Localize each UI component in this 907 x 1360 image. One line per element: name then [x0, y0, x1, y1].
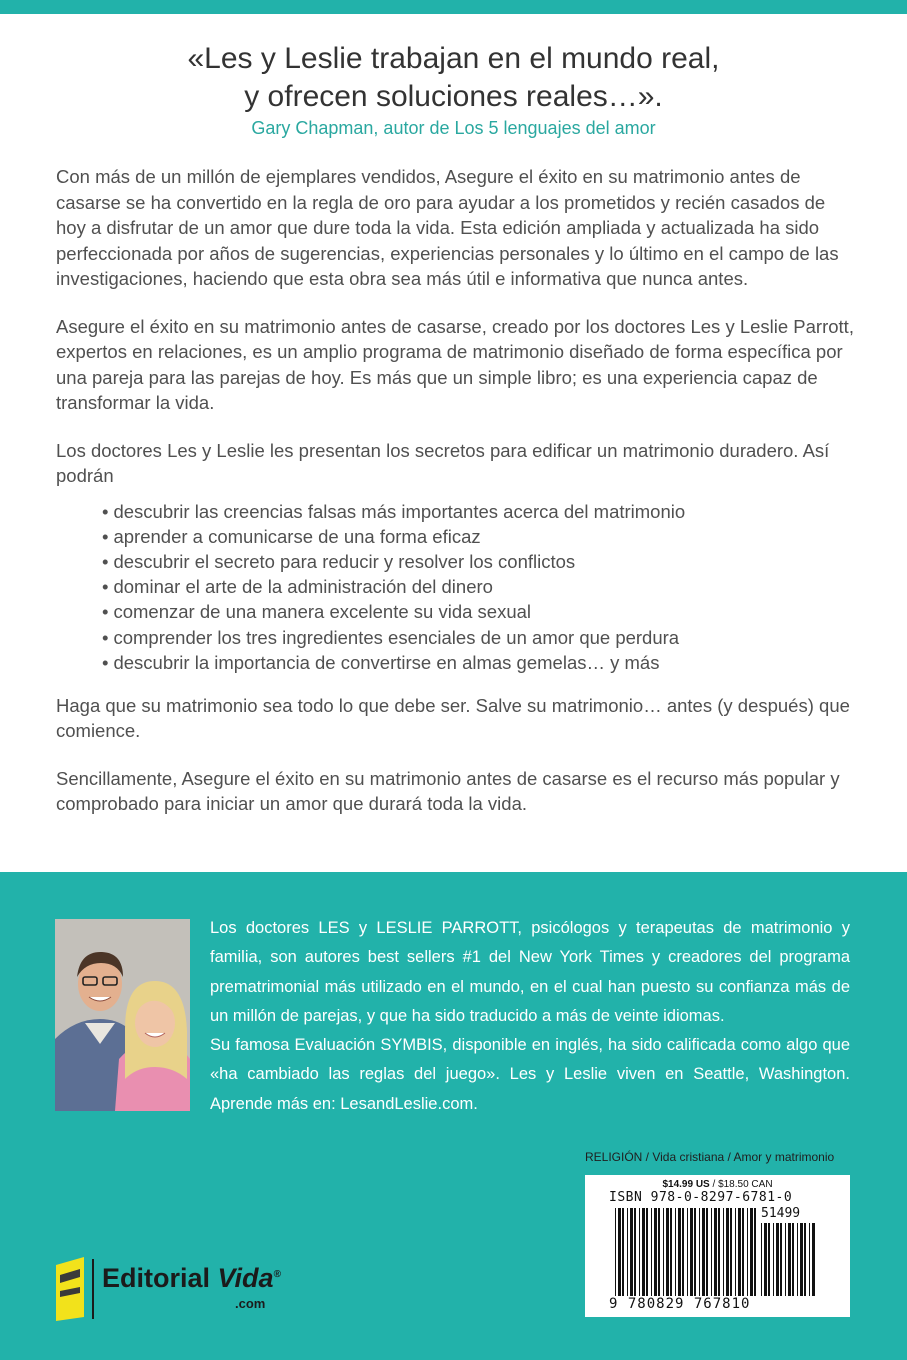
barcode-bar: [726, 1208, 729, 1296]
barcode-bar: [651, 1208, 652, 1296]
barcode-bar: [792, 1223, 794, 1296]
barcode-bar: [639, 1208, 640, 1296]
list-item: • comenzar de una manera excelente su vida sexual: [102, 599, 856, 624]
publisher-name-regular: Editorial: [102, 1263, 211, 1293]
price-label: $14.99 US / $18.50 CAN: [662, 1179, 773, 1190]
barcode-bar: [622, 1208, 624, 1296]
paragraph-4: Haga que su matrimonio sea todo lo que debe ser. Salve su matrimonio… antes (y después) que comience.: [56, 694, 850, 742]
publisher-name-bold: Vida: [217, 1263, 274, 1293]
paragraph-5: Sencillamente, Asegure el éxito en su matrimonio antes de casarse es el recurso más popular y comprobado para iniciar un amor que durará toda la vida.: [56, 767, 840, 815]
publisher-name: Editorial Vida®: [102, 1263, 281, 1293]
list-item: • dominar el arte de la administración del dinero: [102, 574, 856, 599]
author-bio: [210, 914, 850, 1119]
barcode-bar: [809, 1223, 810, 1296]
publisher-domain: .com: [235, 1296, 266, 1311]
author-bio-paragraph-1: Los doctores LES y LESLIE PARROTT, psicólogos y terapeutas de matrimonio y familia, son autores best sellers #1 del New York Times y creadores del programa prematrimonial más utilizado en el mundo, en el cual han puesto su confianza más de un millón de parejas, y que ha sido traducido a más de veinte idiomas.: [210, 919, 850, 1025]
isbn-number: ISBN 978-0-8297-6781-0: [609, 1190, 793, 1205]
barcode-bar: [642, 1208, 645, 1296]
ean-number: 9 780829 767810: [609, 1296, 751, 1312]
quote-line-2: y ofrecen soluciones reales…».: [244, 80, 663, 113]
benefits-list: [102, 499, 856, 675]
barcode-bar: [718, 1208, 720, 1296]
paragraph-1: Con más de un millón de ejemplares vendidos, Asegure el éxito en su matrimonio antes de casarse se ha convertido en la regla de oro para ayudar a los prometidos y recién casados de hoy a disfrutar de un amor que dure toda la vida. Esta edición ampliada y actualizada ha sido perfeccionada por años de sugerencias, experiencias personales y lo último en el campo de las investigaciones, haciendo que esta obra sea más útil e informativa que nunca antes.: [56, 166, 839, 289]
barcode-bar: [742, 1208, 744, 1296]
paragraph-2: Asegure el éxito en su matrimonio antes de casarse, creado por los doctores Les y Leslie Parrott, expertos en relaciones, es un amplio programa de matrimonio diseñado de forma específica por una pareja para las parejas de hoy. Es más que un simple libro; es una experiencia capaz de transformar la vida.: [56, 315, 854, 413]
quote-line-1: «Les y Leslie trabajan en el mundo real,: [187, 42, 720, 75]
barcode-bar: [663, 1208, 664, 1296]
paragraph-3: Los doctores Les y Leslie les presentan los secretos para edificar un matrimonio duradero. Así podrán: [56, 439, 830, 486]
barcode-bar: [812, 1223, 815, 1296]
publisher-emblem-icon: [52, 1255, 96, 1323]
barcode-bar: [738, 1208, 741, 1296]
barcode-bar: [797, 1223, 798, 1296]
barcode-bar: [768, 1223, 770, 1296]
barcode-bar: [747, 1208, 748, 1296]
barcode-bar: [788, 1223, 791, 1296]
barcode-bar: [800, 1223, 803, 1296]
barcode-bar: [687, 1208, 688, 1296]
barcode-bar: [682, 1208, 684, 1296]
barcode-label: [585, 1175, 850, 1317]
author-photo: [55, 919, 190, 1111]
barcode-bar: [706, 1208, 708, 1296]
price-us: $14.99 US: [662, 1179, 710, 1190]
barcode-bar: [694, 1208, 696, 1296]
barcode-bar: [735, 1208, 736, 1296]
barcode-bar: [702, 1208, 705, 1296]
quote-attribution: Gary Chapman, autor de Los 5 lenguajes del amor: [251, 118, 656, 138]
barcode-bar: [785, 1223, 786, 1296]
barcode-bar: [618, 1208, 621, 1296]
barcode-bar: [646, 1208, 648, 1296]
barcode-bar: [615, 1208, 616, 1296]
barcode-bar: [761, 1223, 762, 1296]
barcode-bar: [773, 1223, 774, 1296]
barcode-bar: [804, 1223, 806, 1296]
ean-barcode: [615, 1208, 757, 1296]
author-photo-illustration: [55, 919, 190, 1111]
barcode-addon-code: 51499: [761, 1206, 801, 1221]
barcode-bar: [750, 1208, 753, 1296]
barcode-bar: [780, 1223, 782, 1296]
barcode-bar: [723, 1208, 724, 1296]
list-item: • comprender los tres ingredientes esenciales de un amor que perdura: [102, 625, 856, 650]
barcode-bar: [711, 1208, 712, 1296]
barcode-bar: [654, 1208, 657, 1296]
barcode-bar: [730, 1208, 732, 1296]
barcode-bar: [675, 1208, 676, 1296]
barcode-bar: [670, 1208, 672, 1296]
barcode-bar: [666, 1208, 669, 1296]
list-item: • descubrir las creencias falsas más importantes acerca del matrimonio: [102, 499, 856, 524]
barcode-bar: [658, 1208, 660, 1296]
barcode-bar: [690, 1208, 693, 1296]
category-label: RELIGIÓN / Vida cristiana / Amor y matrimonio: [585, 1150, 835, 1164]
list-item: • descubrir el secreto para reducir y resolver los conflictos: [102, 549, 856, 574]
publisher-logo: [52, 1255, 312, 1323]
barcode-bar: [714, 1208, 717, 1296]
barcode-bar: [678, 1208, 681, 1296]
list-item: • aprender a comunicarse de una forma eficaz: [102, 524, 856, 549]
barcode-bar: [630, 1208, 633, 1296]
barcode-bar: [699, 1208, 700, 1296]
barcode-bar: [627, 1208, 628, 1296]
list-item: • descubrir la importancia de convertirse en almas gemelas… y más: [102, 650, 856, 675]
barcode-bar: [634, 1208, 636, 1296]
price-can: $18.50 CAN: [718, 1179, 773, 1190]
addon-barcode: [761, 1223, 817, 1296]
barcode-bar: [754, 1208, 756, 1296]
endorsement-quote: [60, 40, 847, 116]
author-bio-paragraph-2: Su famosa Evaluación SYMBIS, disponible en inglés, ha sido calificada como algo que «ha cambiado las reglas del juego». Les y Leslie viven en Seattle, Washington. Aprende más en: LesandLeslie.com.: [210, 1036, 850, 1113]
top-color-band: [0, 0, 907, 14]
description: [56, 164, 856, 839]
barcode-bar: [764, 1223, 767, 1296]
barcode-bar: [776, 1223, 779, 1296]
